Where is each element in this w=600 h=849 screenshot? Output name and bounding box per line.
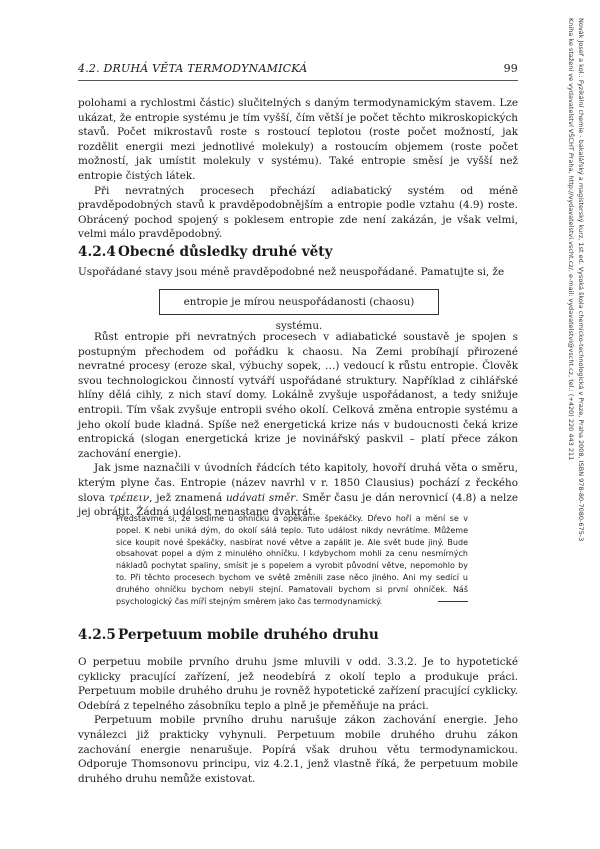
paragraph: O perpetuu mobile prvního druhu jsme mluvili v odd. 3.3.2. Je to hypotetické cyklicky pracující zařízení, jež neodebírá z okolí teplo a produkuje práci. Perpetuum mobile druhého druhu je rovněž hypotetické zařízení pracující cyklicky. Odebírá z tepelného zásobníku teplo a plně je přeměňuje na práci.	[78, 656, 518, 712]
paragraph	[78, 461, 518, 519]
copyright-sidebar	[546, 18, 586, 578]
section-heading-4-2-5	[78, 627, 518, 643]
greek-word: τρέπειν	[108, 491, 150, 504]
intro-text	[78, 96, 518, 242]
section-lead	[78, 265, 518, 280]
text-run: Jak jsme naznačili v úvodních řádcích této kapitoly, hovoří druhá věta o směru, kterým plyne čas. Entropie (název navrhl v r. 1850 Clausius) pochází z řeckého slova	[78, 462, 518, 504]
sidebar-line: Kniha ke stažení ve vydavatelství VŠCHT Praha, http://vydavatelstvi.vscht.cz/, e-mail: vydavatelstvi@vscht.cz, tel.: (+420) 220 443 211	[567, 18, 575, 461]
running-header	[78, 62, 518, 75]
sidebar-line: Novák Josef a kol.: Fyzikální chemie - bakalářský a magisterský kurz, 1st ed. Vysoká škola chemicko-technologická v Praze, Praha 2008, ISBN 978-80-7080-675-3	[577, 18, 585, 542]
paragraph: Růst entropie při nevratných procesech v adiabatické soustavě je spojen s postupným přechodem od pořádku k chaosu. Na Zemi probíhají přirozené nevratné procesy (eroze skal, výbuchy sopek, …) vedoucí k růstu entropie. Člověk svou technologickou činností vytváří uspořádané struktury. Například z cihlářské hlíny dělá cihly, z nich staví domy. Lokálně zvyšuje uspořádanost, a tedy snižuje entropii. Tím však zvyšuje entropii svého okolí. Celková změna entropie systému a jeho okolí bude kladná. Spíše než energetická krize nás v budoucnosti čeká krize entropická (slogan energetická krize je novinářský paskvil – platí přece zákon zachování energie).	[78, 331, 518, 460]
highlight-box: entropie je mírou neuspořádanosti (chaosu) systému.	[159, 289, 439, 315]
section-number: 4.2.5	[78, 627, 116, 643]
paragraph: Při nevratných procesech přechází adiabatický systém od méně pravděpodobných stavů k pravděpodobnějším a entropie podle vztahu (4.9) roste. Obrácený pochod spojený s poklesem entropie zde není zakázán, je však velmi, velmi málo pravděpodobný.	[78, 184, 518, 241]
section-title: Perpetuum mobile druhého druhu	[118, 627, 379, 643]
section1-body	[78, 330, 518, 520]
section-number: 4.2.4	[78, 244, 116, 260]
running-title: 4.2. DRUHÁ VĚTA TERMODYNAMICKÁ	[78, 62, 308, 75]
side-note: Představme si, že sedíme u ohníčku a opékáme špekáčky. Dřevo hoří a mění se v popel. K nebi uniká dým, do okolí sálá teplo. Tuto událost nikdy nevrátíme. Můžeme sice koupit nové špekáčky, nasbírat nové větve a zapálit je. Ale svět bude jiný. Bude obsahovat popel a dým z minulého ohníčku. I kdybychom mohli za cenu nesmírných nákladů pochytat spaliny, smísit je s popelem a vyrobit původní větve, nepomohlo by to. Při těchto procesech bychom ve světě změnili zase něco jiného. Ani my sedící u druhého ohníčku bychom nebyli stejní. Pamatovali bychom si první ohníček. Náš psychologický čas míří stejným směrem jako čas termodynamický.	[116, 514, 468, 606]
emphasis: udávati směr	[225, 491, 296, 504]
paragraph: Uspořádané stavy jsou méně pravděpodobné než neuspořádané. Pamatujte si, že	[78, 266, 505, 278]
header-rule	[78, 80, 518, 81]
paragraph: Perpetuum mobile prvního druhu narušuje zákon zachování energie. Jeho vynálezci již prakticky vyhynuli. Perpetuum mobile druhého druhu zákon zachování energie nenarušuje. Popírá však druhou větu termodynamickou. Odporuje Thomsonovu principu, viz 4.2.1, jenž vlastně říká, že perpetuum mobile druhého druhu nemůže existovat.	[78, 714, 518, 785]
text-run: , jež znamená	[149, 491, 226, 504]
note-rule	[438, 601, 468, 602]
paragraph: polohami a rychlostmi částic) slučitelných s daným termodynamickým stavem. Lze ukázat, že entropie systému je tím vyšší, čím větší je počet těchto mikroskopických stavů. Počet mikrostavů roste s rostoucí teplotou (roste počet možností, jak rozdělit energii mezi jednotlivé molekuly) a rostoucím objemem (roste počet možností, jak umístit molekuly v systému). Také entropie směsí je vyšší než entropie čistých látek.	[78, 97, 518, 182]
section-heading-4-2-4	[78, 244, 518, 260]
page-number: 99	[503, 62, 518, 75]
section2-body	[78, 655, 518, 786]
text-run: . Směr času je dán nerovnicí (4.8) a nelze jej obrátit. Žádná událost nenastane dvakrát.	[78, 491, 518, 519]
section-title: Obecné důsledky druhé věty	[118, 244, 333, 260]
